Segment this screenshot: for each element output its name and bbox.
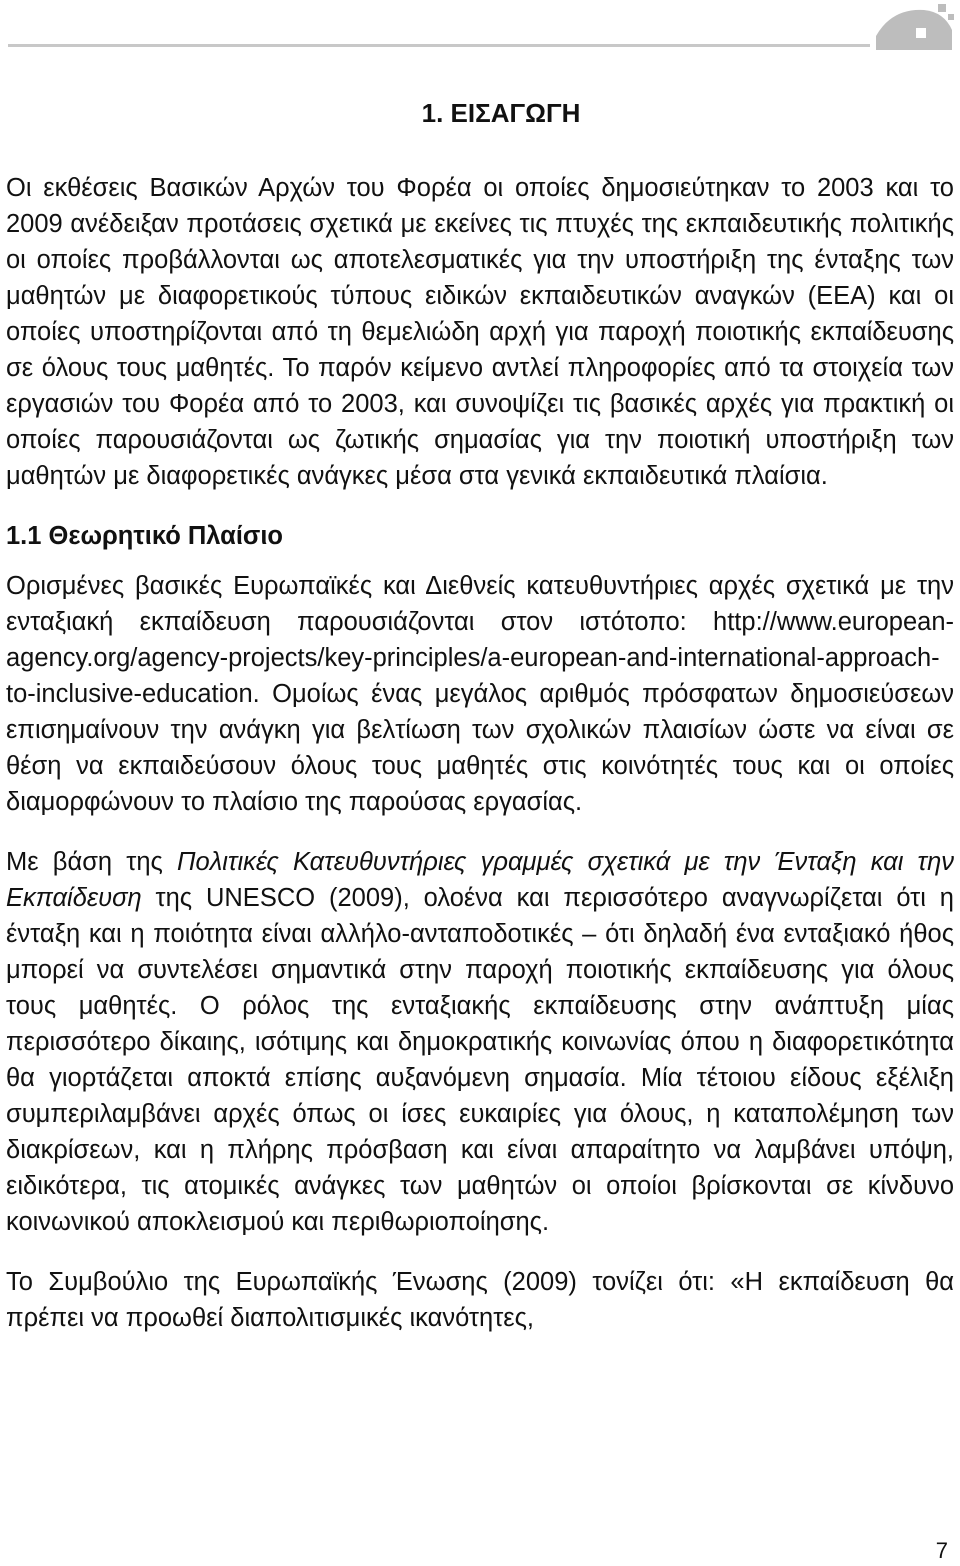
house-logo-icon (872, 2, 956, 52)
framework-intro-text: Ορισμένες βασικές Ευρωπαϊκές και Διεθνείς κατευθυντήριες αρχές σχετικά με την ενταξιακή εκπαίδευση παρουσιάζονται στον ιστότοπο: (6, 572, 954, 636)
header-rule (8, 44, 870, 47)
paragraph-framework (6, 568, 954, 820)
unesco-publication-title: Πολιτικές Κατευθυντήριες γραμμές σχετικά με την Ένταξη και την Εκπαίδευση (6, 848, 954, 912)
unesco-start-text: Με βάση της (6, 848, 163, 876)
agency-url-line2: european-and-international-approach-to-inclusive-education. (6, 644, 940, 708)
unesco-rest-text: της UNESCO (2009), ολοένα και περισσότερο αναγνωρίζεται ότι η ένταξη και η ποιότητα είναι αλλήλο-ανταποδοτικές – ότι δηλαδή ένα ενταξιακό ήθος μπορεί να συντελέσει σημαντικά στην παροχή ποιοτικής εκπαίδευσης για όλους τους μαθητές. Ο ρόλος της ενταξιακής εκπαίδευσης στην ανάπτυξη μίας περισσότερο δίκαιης, ισότιμης και δημοκρατικής κοινωνίας όπου η διαφορετικότητα θα γιορτάζεται αποκτά επίσης αυξανόμενη σημασία. Μία τέτοιου είδους εξέλιξη συμπεριλαμβάνει αρχές όπως οι ίσες ευκαιρίες για όλους, η καταπολέμηση των διακρίσεων, και η πλήρης πρόσβαση και είναι απαραίτητο να λαμβάνει υπόψη, ειδικότερα, τις ατομικές ανάγκες των μαθητών οι οποίοι βρίσκονται σε κίνδυνο κοινωνικού αποκλεισμού και περιθωριοποίησης. (6, 884, 954, 1236)
paragraph-intro: Οι εκθέσεις Βασικών Αρχών του Φορέα οι οποίες δημοσιεύτηκαν το 2003 και το 2009 ανέδειξαν προτάσεις σχετικά με εκείνες τις πτυχές της εκπαιδευτικής πολιτικής οι οποίες προβάλλονται ως αποτελεσματικές για την υποστήριξη της ένταξης των μαθητών με διαφορετικούς τύπους ειδικών εκπαιδευτικών αναγκών (ΕΕΑ) και οι οποίες υποστηρίζονται από τη θεμελιώδη αρχή για παροχή ποιοτικής εκπαίδευσης σε όλους τους μαθητές. Το παρόν κείμενο αντλεί πληροφορίες από τα στοιχεία των εργασιών του Φορέα από το 2003, και συνοψίζει τις βασικές αρχές για πρακτική οι οποίες παρουσιάζονται ως ζωτικής σημασίας για την ποιοτική υποστήριξη των μαθητών με διαφορετικές ανάγκες μέσα στα γενικά εκπαιδευτικά πλαίσια. (6, 174, 954, 490)
agency-url-line1: http://www.european-agency.org/agency-projects/key-principles/a- (6, 608, 954, 672)
paragraph-council: Το Συμβούλιο της Ευρωπαϊκής Ένωσης (2009) τονίζει ότι: «Η εκπαίδευση θα πρέπει να προωθεί διαπολιτισμικές ικανότητες, (6, 1268, 954, 1332)
section-title: 1. ΕΙΣΑΓΩΓΗ (421, 98, 581, 128)
paragraph-unesco (6, 844, 954, 1240)
framework-rest-text: Ομοίως ένας μεγάλος αριθμός πρόσφατων δημοσιεύσεων επισημαίνουν την ανάγκη για βελτίωση των σχολικών πλαισίων ώστε να είναι σε θέση να εκπαιδεύσουν όλους τους μαθητές στις κοινότητές τους και οι οποίες διαμορφώνουν το πλαίσιο της παρούσας εργασίας. (6, 680, 954, 816)
subsection-title: 1.1 Θεωρητικό Πλαίσιο (6, 522, 284, 550)
page-number: 7 (935, 1538, 948, 1563)
document-body (6, 170, 954, 1336)
